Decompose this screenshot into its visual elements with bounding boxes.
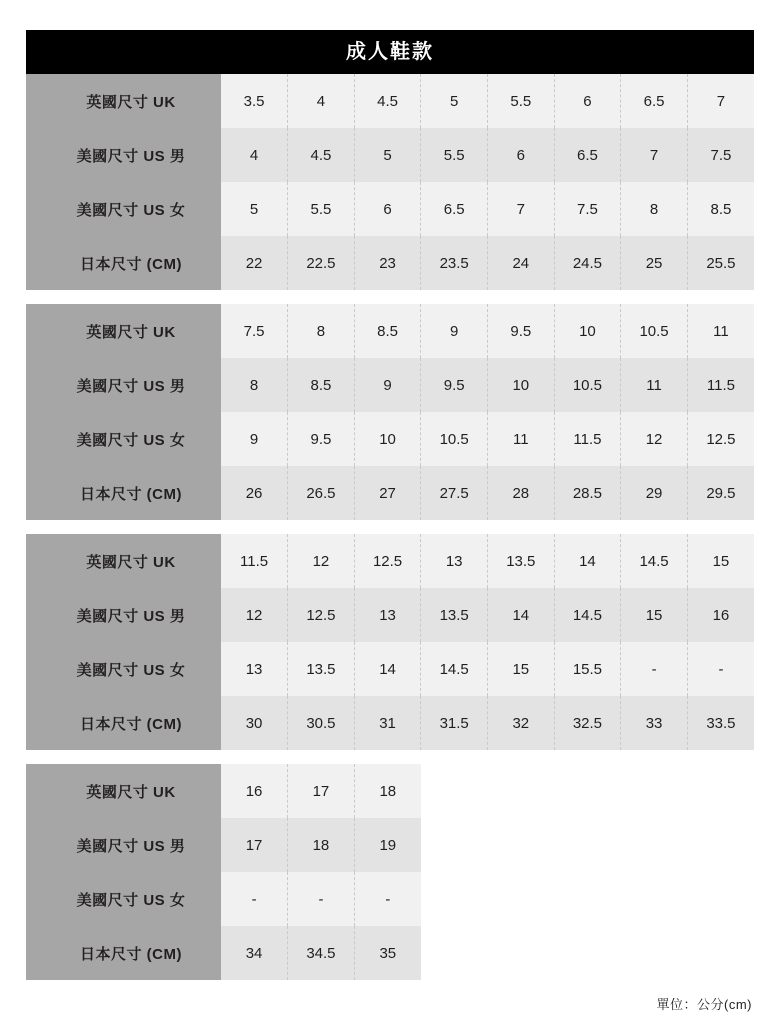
cell-uk: 5.5 bbox=[488, 74, 555, 128]
cell-us-men: 16 bbox=[687, 588, 754, 642]
cell-uk-empty bbox=[421, 764, 488, 818]
cell-us-women: - bbox=[354, 872, 421, 926]
row-label-jp-cm: 日本尺寸 (CM) bbox=[26, 926, 221, 980]
row-label-us-men: 美國尺寸 US 男 bbox=[26, 818, 221, 872]
cell-uk: 11.5 bbox=[221, 534, 288, 588]
row-label-us-men: 美國尺寸 US 男 bbox=[26, 588, 221, 642]
row-label-us-women: 美國尺寸 US 女 bbox=[26, 412, 221, 466]
cell-us-women-empty bbox=[621, 872, 688, 926]
row-label-us-men: 美國尺寸 US 男 bbox=[26, 358, 221, 412]
cell-us-women: 11.5 bbox=[554, 412, 621, 466]
cell-us-women: 13.5 bbox=[288, 642, 355, 696]
table-row bbox=[26, 182, 754, 236]
cell-jp-cm: 32 bbox=[488, 696, 555, 750]
table-row bbox=[26, 818, 754, 872]
cell-jp-cm-empty bbox=[621, 926, 688, 980]
cell-uk: 17 bbox=[288, 764, 355, 818]
cell-uk: 15 bbox=[687, 534, 754, 588]
block-divider bbox=[26, 290, 754, 304]
cell-jp-cm: 27 bbox=[354, 466, 421, 520]
cell-jp-cm: 22 bbox=[221, 236, 288, 290]
cell-us-women: 6.5 bbox=[421, 182, 488, 236]
cell-uk: 10 bbox=[554, 304, 621, 358]
cell-jp-cm: 34.5 bbox=[288, 926, 355, 980]
cell-us-women: - bbox=[621, 642, 688, 696]
cell-jp-cm: 27.5 bbox=[421, 466, 488, 520]
cell-us-men: 8.5 bbox=[288, 358, 355, 412]
cell-us-men: 9.5 bbox=[421, 358, 488, 412]
cell-us-women: 7.5 bbox=[554, 182, 621, 236]
cell-jp-cm: 24 bbox=[488, 236, 555, 290]
cell-uk: 7.5 bbox=[221, 304, 288, 358]
cell-uk: 4.5 bbox=[354, 74, 421, 128]
table-row bbox=[26, 872, 754, 926]
cell-us-men: 12 bbox=[221, 588, 288, 642]
cell-uk: 4 bbox=[288, 74, 355, 128]
cell-us-women: 11 bbox=[488, 412, 555, 466]
cell-jp-cm: 32.5 bbox=[554, 696, 621, 750]
cell-uk: 8 bbox=[288, 304, 355, 358]
cell-us-women-empty bbox=[421, 872, 488, 926]
cell-us-men-empty bbox=[687, 818, 754, 872]
cell-us-men: 13 bbox=[354, 588, 421, 642]
cell-us-men: 12.5 bbox=[288, 588, 355, 642]
block-divider bbox=[26, 750, 754, 764]
cell-us-men-empty bbox=[488, 818, 555, 872]
cell-us-women: 5 bbox=[221, 182, 288, 236]
cell-us-women-empty bbox=[488, 872, 555, 926]
cell-uk: 8.5 bbox=[354, 304, 421, 358]
cell-jp-cm-empty bbox=[488, 926, 555, 980]
cell-us-women: 15.5 bbox=[554, 642, 621, 696]
cell-us-men: 8 bbox=[221, 358, 288, 412]
size-table-block-1 bbox=[26, 74, 754, 290]
cell-us-men: 4.5 bbox=[288, 128, 355, 182]
cell-jp-cm: 29 bbox=[621, 466, 688, 520]
cell-jp-cm: 35 bbox=[354, 926, 421, 980]
cell-jp-cm: 29.5 bbox=[687, 466, 754, 520]
cell-jp-cm: 33.5 bbox=[687, 696, 754, 750]
cell-jp-cm-empty bbox=[421, 926, 488, 980]
cell-uk: 14 bbox=[554, 534, 621, 588]
cell-jp-cm: 25.5 bbox=[687, 236, 754, 290]
row-label-us-women: 美國尺寸 US 女 bbox=[26, 872, 221, 926]
cell-jp-cm: 23 bbox=[354, 236, 421, 290]
cell-us-women-empty bbox=[554, 872, 621, 926]
cell-us-women: 10 bbox=[354, 412, 421, 466]
size-table-block-4 bbox=[26, 764, 754, 980]
cell-jp-cm: 23.5 bbox=[421, 236, 488, 290]
cell-uk-empty bbox=[687, 764, 754, 818]
cell-us-women-empty bbox=[687, 872, 754, 926]
row-label-uk: 英國尺寸 UK bbox=[26, 74, 221, 128]
table-row bbox=[26, 764, 754, 818]
cell-jp-cm: 33 bbox=[621, 696, 688, 750]
cell-us-men: 11.5 bbox=[687, 358, 754, 412]
cell-us-men-empty bbox=[621, 818, 688, 872]
cell-uk: 5 bbox=[421, 74, 488, 128]
cell-jp-cm: 22.5 bbox=[288, 236, 355, 290]
row-label-us-men: 美國尺寸 US 男 bbox=[26, 128, 221, 182]
row-label-jp-cm: 日本尺寸 (CM) bbox=[26, 236, 221, 290]
cell-jp-cm: 28 bbox=[488, 466, 555, 520]
cell-us-women: 13 bbox=[221, 642, 288, 696]
cell-jp-cm: 30 bbox=[221, 696, 288, 750]
cell-us-women: 12 bbox=[621, 412, 688, 466]
cell-us-women: 9 bbox=[221, 412, 288, 466]
cell-uk: 12 bbox=[288, 534, 355, 588]
cell-us-men: 10 bbox=[488, 358, 555, 412]
row-label-uk: 英國尺寸 UK bbox=[26, 534, 221, 588]
cell-uk: 6 bbox=[554, 74, 621, 128]
cell-us-men: 10.5 bbox=[554, 358, 621, 412]
table-row bbox=[26, 588, 754, 642]
row-label-uk: 英國尺寸 UK bbox=[26, 764, 221, 818]
cell-uk-empty bbox=[621, 764, 688, 818]
table-row bbox=[26, 74, 754, 128]
cell-us-men: 14 bbox=[488, 588, 555, 642]
cell-us-women: 14.5 bbox=[421, 642, 488, 696]
table-row bbox=[26, 412, 754, 466]
cell-jp-cm: 25 bbox=[621, 236, 688, 290]
unit-note: 單位：公分(cm) bbox=[656, 997, 752, 1012]
cell-uk: 18 bbox=[354, 764, 421, 818]
cell-us-women: 8 bbox=[621, 182, 688, 236]
cell-us-men: 5 bbox=[354, 128, 421, 182]
cell-uk: 9 bbox=[421, 304, 488, 358]
cell-us-women: 7 bbox=[488, 182, 555, 236]
cell-jp-cm: 31.5 bbox=[421, 696, 488, 750]
cell-jp-cm-empty bbox=[554, 926, 621, 980]
row-label-jp-cm: 日本尺寸 (CM) bbox=[26, 696, 221, 750]
table-row bbox=[26, 926, 754, 980]
row-label-jp-cm: 日本尺寸 (CM) bbox=[26, 466, 221, 520]
page-title: 成人鞋款 bbox=[26, 30, 754, 74]
row-label-us-women: 美國尺寸 US 女 bbox=[26, 182, 221, 236]
cell-uk: 13.5 bbox=[488, 534, 555, 588]
cell-jp-cm: 30.5 bbox=[288, 696, 355, 750]
cell-us-men: 15 bbox=[621, 588, 688, 642]
cell-us-men: 6.5 bbox=[554, 128, 621, 182]
cell-us-women: - bbox=[288, 872, 355, 926]
cell-uk: 9.5 bbox=[488, 304, 555, 358]
row-label-uk: 英國尺寸 UK bbox=[26, 304, 221, 358]
table-row bbox=[26, 128, 754, 182]
cell-uk: 11 bbox=[687, 304, 754, 358]
cell-us-women: 12.5 bbox=[687, 412, 754, 466]
table-row bbox=[26, 358, 754, 412]
cell-jp-cm: 24.5 bbox=[554, 236, 621, 290]
cell-jp-cm: 31 bbox=[354, 696, 421, 750]
cell-us-men: 17 bbox=[221, 818, 288, 872]
cell-us-women: 9.5 bbox=[288, 412, 355, 466]
cell-us-men: 6 bbox=[488, 128, 555, 182]
cell-us-men-empty bbox=[421, 818, 488, 872]
row-label-us-women: 美國尺寸 US 女 bbox=[26, 642, 221, 696]
block-divider bbox=[26, 520, 754, 534]
cell-us-women: - bbox=[221, 872, 288, 926]
cell-uk-empty bbox=[488, 764, 555, 818]
cell-jp-cm-empty bbox=[687, 926, 754, 980]
cell-us-men: 9 bbox=[354, 358, 421, 412]
table-row bbox=[26, 696, 754, 750]
cell-us-women: 8.5 bbox=[687, 182, 754, 236]
cell-jp-cm: 26 bbox=[221, 466, 288, 520]
cell-us-men-empty bbox=[554, 818, 621, 872]
table-row bbox=[26, 642, 754, 696]
size-table-block-2 bbox=[26, 304, 754, 520]
cell-us-men: 7 bbox=[621, 128, 688, 182]
cell-uk: 6.5 bbox=[621, 74, 688, 128]
cell-us-men: 14.5 bbox=[554, 588, 621, 642]
table-row bbox=[26, 466, 754, 520]
cell-uk: 16 bbox=[221, 764, 288, 818]
cell-jp-cm: 26.5 bbox=[288, 466, 355, 520]
size-table-block-3 bbox=[26, 534, 754, 750]
cell-uk-empty bbox=[554, 764, 621, 818]
cell-us-women: 14 bbox=[354, 642, 421, 696]
cell-uk: 3.5 bbox=[221, 74, 288, 128]
table-row bbox=[26, 236, 754, 290]
cell-jp-cm: 34 bbox=[221, 926, 288, 980]
cell-jp-cm: 28.5 bbox=[554, 466, 621, 520]
cell-us-women: - bbox=[687, 642, 754, 696]
cell-us-women: 5.5 bbox=[288, 182, 355, 236]
cell-uk: 7 bbox=[687, 74, 754, 128]
cell-uk: 13 bbox=[421, 534, 488, 588]
cell-uk: 10.5 bbox=[621, 304, 688, 358]
cell-us-men: 13.5 bbox=[421, 588, 488, 642]
cell-us-women: 6 bbox=[354, 182, 421, 236]
cell-us-men: 7.5 bbox=[687, 128, 754, 182]
cell-us-men: 19 bbox=[354, 818, 421, 872]
cell-us-men: 4 bbox=[221, 128, 288, 182]
cell-us-men: 18 bbox=[288, 818, 355, 872]
table-row bbox=[26, 304, 754, 358]
cell-us-women: 10.5 bbox=[421, 412, 488, 466]
cell-us-women: 15 bbox=[488, 642, 555, 696]
cell-us-men: 11 bbox=[621, 358, 688, 412]
cell-us-men: 5.5 bbox=[421, 128, 488, 182]
cell-uk: 14.5 bbox=[621, 534, 688, 588]
cell-uk: 12.5 bbox=[354, 534, 421, 588]
table-row bbox=[26, 534, 754, 588]
